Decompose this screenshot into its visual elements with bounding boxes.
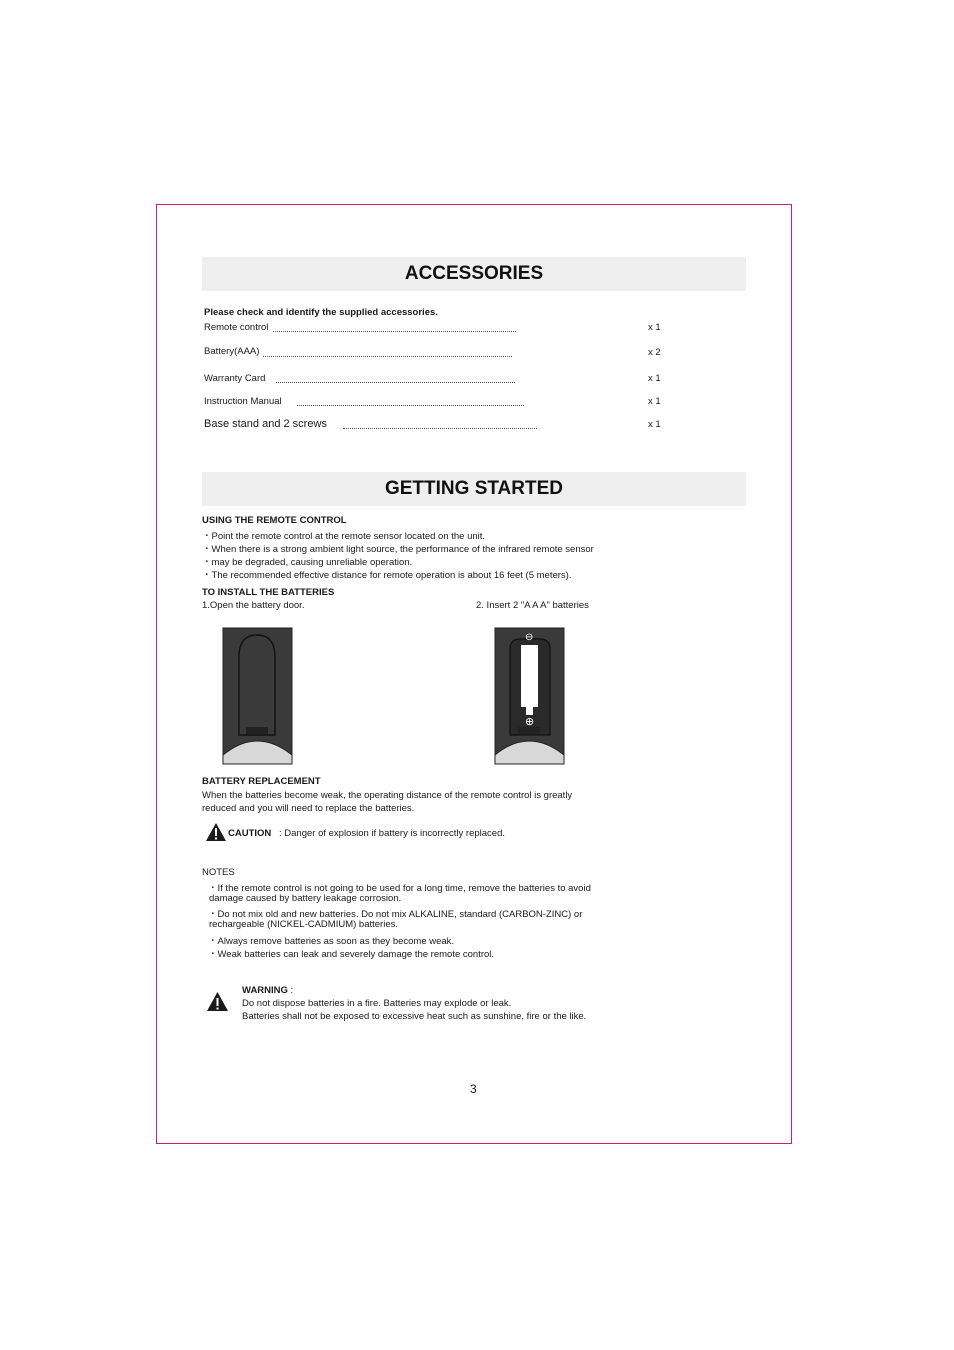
accessory-name: Instruction Manual <box>204 396 282 407</box>
replacement-line: When the batteries become weak, the operating distance of the remote control is greatly <box>202 790 573 801</box>
replacement-heading: BATTERY REPLACEMENT <box>202 776 321 787</box>
battery-minus-icon: ⊖ <box>525 632 534 643</box>
remote-line: ・ When there is a strong ambient light source, the performance of the infrared remote sensor <box>202 541 594 555</box>
accessory-name: Remote control <box>204 322 269 333</box>
leader-dots <box>276 382 515 383</box>
getting-started-title: GETTING STARTED <box>202 472 746 506</box>
install-heading: TO INSTALL THE BATTERIES <box>202 587 335 598</box>
battery-plus-icon: ⊕ <box>525 716 535 728</box>
remote-batteries-inserted-illustration <box>494 627 566 765</box>
leader-dots <box>263 356 512 357</box>
accessory-qty: x 1 <box>648 373 661 384</box>
leader-dots <box>343 428 537 429</box>
accessory-name: Battery(AAA) <box>204 346 260 357</box>
leader-dots <box>297 405 524 406</box>
note-line: ・ If the remote control is not going to be used for a long time, remove the batteries to avoid <box>208 880 591 894</box>
note-line: ・ Always remove batteries as soon as they become weak. <box>208 933 454 947</box>
warning-line: Batteries shall not be exposed to excessive heat such as sunshine, fire or the like. <box>242 1011 587 1022</box>
note-line: ・ Weak batteries can leak and severely damage the remote control. <box>208 946 494 960</box>
caution-text: : Danger of explosion if battery is incorrectly replaced. <box>279 828 505 839</box>
leader-dots <box>273 331 516 332</box>
warning-label: WARNING <box>242 985 288 996</box>
notes-heading: NOTES <box>202 867 235 878</box>
page-number: 3 <box>470 1082 477 1096</box>
warning-icon <box>206 991 229 1012</box>
caution-label: CAUTION <box>228 828 272 839</box>
remote-line: ・ may be degraded, causing unreliable operation. <box>202 554 412 568</box>
remote-line: ・ Point the remote control at the remote sensor located on the unit. <box>202 528 485 542</box>
remote-heading: USING THE REMOTE CONTROL <box>202 515 347 526</box>
accessory-name: Base stand and 2 screws <box>204 418 327 430</box>
remote-battery-door-illustration <box>222 627 294 765</box>
accessories-intro: Please check and identify the supplied accessories. <box>204 307 438 318</box>
accessory-qty: x 1 <box>648 419 661 430</box>
note-line: rechargeable (NICKEL-CADMIUM) batteries. <box>209 919 399 930</box>
note-line: ・ Do not mix old and new batteries. Do not mix ALKALINE, standard (CARBON-ZINC) or <box>208 906 582 920</box>
warning-heading <box>242 985 293 996</box>
caution-warning-icon <box>205 822 227 842</box>
note-line: damage caused by battery leakage corrosion. <box>209 893 402 904</box>
accessory-qty: x 1 <box>648 322 661 333</box>
replacement-line: reduced and you will need to replace the batteries. <box>202 803 415 814</box>
remote-line: ・ The recommended effective distance for remote operation is about 16 feet (5 meters). <box>202 567 571 581</box>
accessory-qty: x 2 <box>648 347 661 358</box>
install-step-2: 2. Insert 2 "A A A" batteries <box>476 600 589 611</box>
warning-colon: : <box>287 985 294 996</box>
warning-line: Do not dispose batteries in a fire. Batteries may explode or leak. <box>242 998 512 1009</box>
accessory-qty: x 1 <box>648 396 661 407</box>
accessories-title: ACCESSORIES <box>202 257 746 291</box>
accessory-name: Warranty Card <box>204 373 266 384</box>
install-step-1: 1.Open the battery door. <box>202 600 305 611</box>
